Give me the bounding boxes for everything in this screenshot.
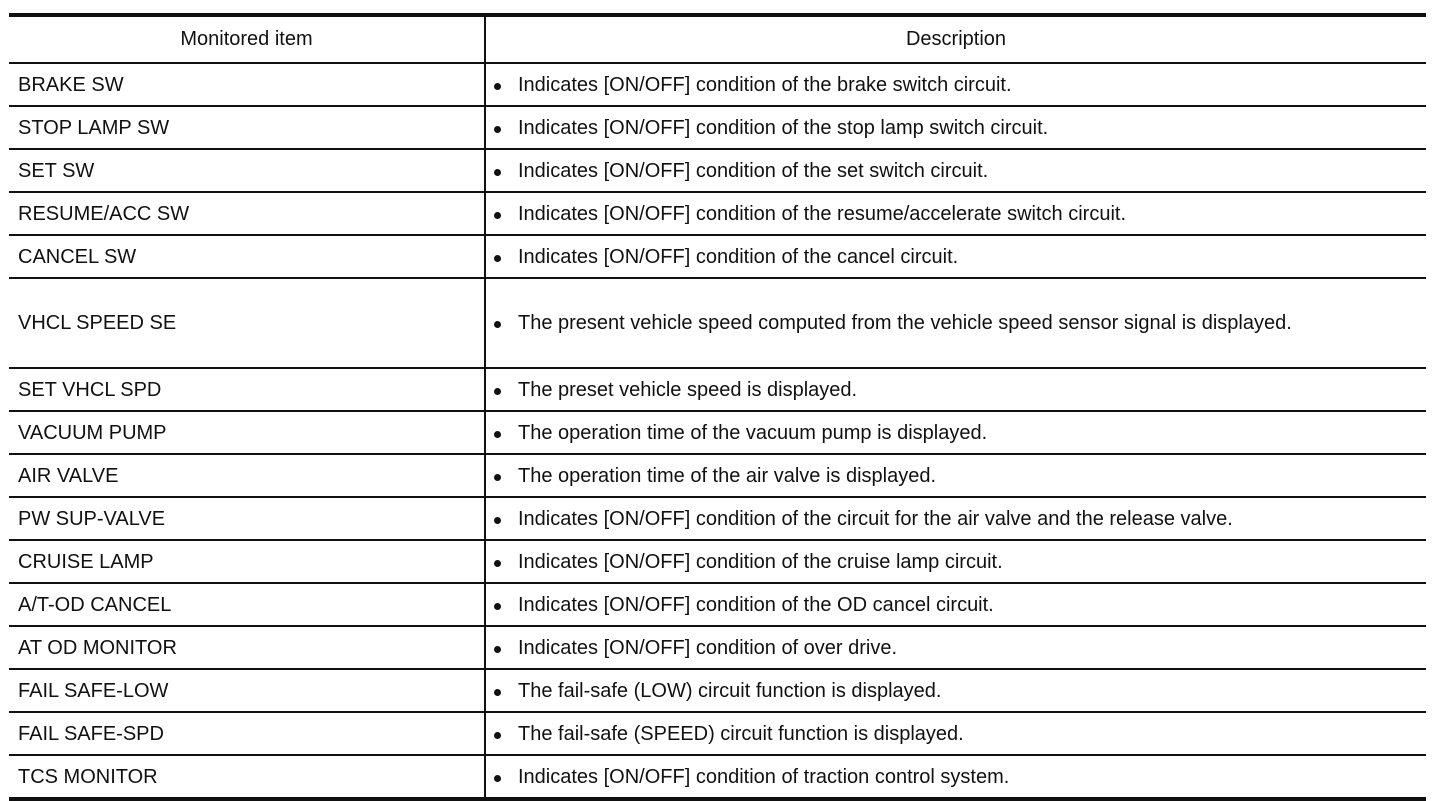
header-monitored-item: Monitored item	[9, 15, 485, 63]
description-cell	[485, 540, 1426, 583]
bullet-icon	[494, 689, 501, 696]
description-cell	[485, 192, 1426, 235]
bullet-icon	[494, 775, 501, 782]
monitored-item-cell: RESUME/ACC SW	[9, 192, 485, 235]
description-text: Indicates [ON/OFF] condition of the resume/accelerate switch circuit.	[518, 202, 1127, 225]
monitored-item-cell: VACUUM PUMP	[9, 411, 485, 454]
description-text: Indicates [ON/OFF] condition of the stop lamp switch circuit.	[518, 116, 1049, 139]
description-cell	[485, 278, 1426, 368]
monitored-item-cell: BRAKE SW	[9, 63, 485, 106]
description-text: The fail-safe (SPEED) circuit function is displayed.	[518, 722, 964, 745]
description-cell	[485, 235, 1426, 278]
bullet-icon	[494, 169, 501, 176]
table-row	[9, 411, 1426, 454]
description-text: Indicates [ON/OFF] condition of the cancel circuit.	[518, 245, 959, 268]
bullet-icon	[494, 517, 501, 524]
monitor-table	[9, 13, 1426, 801]
bullet-icon	[494, 603, 501, 610]
table-row	[9, 626, 1426, 669]
bullet-icon	[494, 255, 501, 262]
description-cell	[485, 149, 1426, 192]
table-body	[9, 63, 1426, 799]
bullet-icon	[494, 474, 501, 481]
table-row	[9, 235, 1426, 278]
table-row	[9, 149, 1426, 192]
description-text: Indicates [ON/OFF] condition of the set switch circuit.	[518, 159, 989, 182]
monitored-item-cell: SET VHCL SPD	[9, 368, 485, 411]
description-text: Indicates [ON/OFF] condition of the OD cancel circuit.	[518, 593, 994, 616]
description-cell	[485, 712, 1426, 755]
bullet-icon	[494, 83, 501, 90]
description-cell	[485, 106, 1426, 149]
monitored-item-cell: VHCL SPEED SE	[9, 278, 485, 368]
monitored-item-cell: TCS MONITOR	[9, 755, 485, 799]
description-text: Indicates [ON/OFF] condition of the cruise lamp circuit.	[518, 550, 1003, 573]
bullet-icon	[494, 560, 501, 567]
table-row	[9, 192, 1426, 235]
table-row	[9, 278, 1426, 368]
monitored-item-cell: STOP LAMP SW	[9, 106, 485, 149]
monitor-table-container	[9, 13, 1426, 801]
bullet-icon	[494, 646, 501, 653]
description-text: The fail-safe (LOW) circuit function is displayed.	[518, 679, 942, 702]
description-cell	[485, 368, 1426, 411]
monitored-item-cell: CRUISE LAMP	[9, 540, 485, 583]
bullet-icon	[494, 732, 501, 739]
monitored-item-cell: SET SW	[9, 149, 485, 192]
table-row	[9, 583, 1426, 626]
description-text: The preset vehicle speed is displayed.	[518, 378, 858, 401]
bullet-icon	[494, 126, 501, 133]
description-cell	[485, 454, 1426, 497]
description-text: Indicates [ON/OFF] condition of the brake switch circuit.	[518, 73, 1012, 96]
description-cell	[485, 411, 1426, 454]
table-row	[9, 497, 1426, 540]
monitored-item-cell: AT OD MONITOR	[9, 626, 485, 669]
table-row	[9, 368, 1426, 411]
description-text: Indicates [ON/OFF] condition of traction control system.	[518, 765, 1010, 788]
monitored-item-cell: PW SUP-VALVE	[9, 497, 485, 540]
table-row	[9, 712, 1426, 755]
monitored-item-cell: AIR VALVE	[9, 454, 485, 497]
monitored-item-cell: FAIL SAFE-LOW	[9, 669, 485, 712]
description-text: Indicates [ON/OFF] condition of over drive.	[518, 636, 898, 659]
monitored-item-cell: CANCEL SW	[9, 235, 485, 278]
description-text: The present vehicle speed computed from the vehicle speed sensor signal is displayed.	[518, 312, 1292, 334]
header-row	[9, 15, 1426, 63]
table-row	[9, 454, 1426, 497]
monitored-item-cell: A/T-OD CANCEL	[9, 583, 485, 626]
bullet-icon	[494, 388, 501, 395]
header-description: Description	[485, 15, 1426, 63]
description-cell	[485, 755, 1426, 799]
table-row	[9, 106, 1426, 149]
description-cell	[485, 626, 1426, 669]
description-cell	[485, 669, 1426, 712]
table-row	[9, 669, 1426, 712]
bullet-icon	[494, 212, 501, 219]
monitored-item-cell: FAIL SAFE-SPD	[9, 712, 485, 755]
bullet-icon	[494, 431, 501, 438]
description-text: The operation time of the air valve is displayed.	[518, 464, 936, 487]
description-text: Indicates [ON/OFF] condition of the circuit for the air valve and the release valve.	[518, 507, 1233, 530]
table-row	[9, 63, 1426, 106]
description-text: The operation time of the vacuum pump is displayed.	[518, 421, 988, 444]
table-header	[9, 15, 1426, 63]
table-row	[9, 540, 1426, 583]
bullet-icon	[494, 321, 501, 328]
description-cell	[485, 583, 1426, 626]
description-cell	[485, 63, 1426, 106]
description-cell	[485, 497, 1426, 540]
table-row	[9, 755, 1426, 799]
